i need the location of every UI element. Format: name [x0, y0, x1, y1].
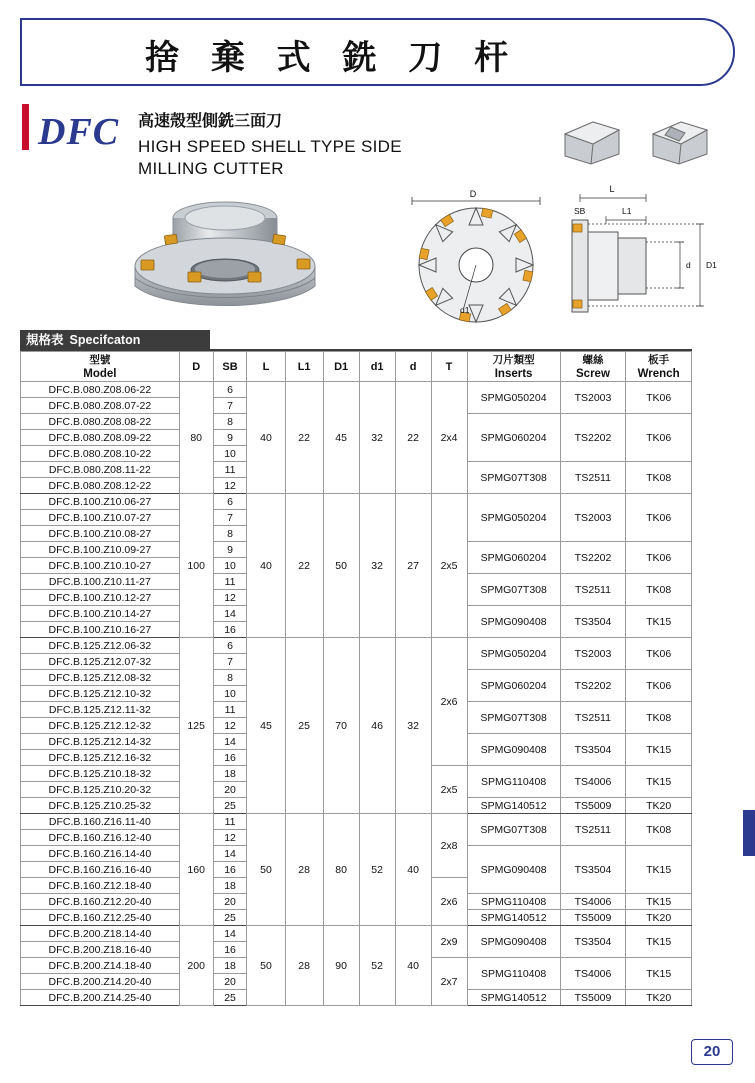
- cell-insert: SPMG07T308: [467, 814, 560, 846]
- cell-small-d: 32: [395, 638, 431, 814]
- cell-model: DFC.B.100.Z10.09-27: [21, 542, 180, 558]
- cell-model: DFC.B.200.Z18.14-40: [21, 926, 180, 942]
- cell-wrench: TK20: [626, 990, 692, 1006]
- cell-wrench: TK06: [626, 414, 692, 462]
- cell-model: DFC.B.160.Z12.25-40: [21, 910, 180, 926]
- cutter-photo: [105, 190, 355, 330]
- cell-teeth: 2x7: [431, 958, 467, 1006]
- cell-model: DFC.B.080.Z08.10-22: [21, 446, 180, 462]
- cell-l1: 22: [285, 382, 323, 494]
- product-subtitle-en-line1: HIGH SPEED SHELL TYPE SIDE: [138, 137, 402, 156]
- cell-diameter: 125: [179, 638, 213, 814]
- cell-sb: 16: [213, 862, 247, 878]
- cell-sb: 20: [213, 974, 247, 990]
- svg-text:L1: L1: [622, 206, 632, 216]
- cell-wrench: TK15: [626, 606, 692, 638]
- cell-model: DFC.B.125.Z12.06-32: [21, 638, 180, 654]
- table-row: [21, 382, 692, 398]
- cell-teeth: 2x9: [431, 926, 467, 958]
- cell-d1: 50: [323, 494, 359, 638]
- cell-model: DFC.B.100.Z10.11-27: [21, 574, 180, 590]
- cell-model: DFC.B.200.Z18.16-40: [21, 942, 180, 958]
- cell-d1: 45: [323, 382, 359, 494]
- cell-insert: SPMG110408: [467, 958, 560, 990]
- cell-wrench: TK06: [626, 382, 692, 414]
- cell-sb: 14: [213, 734, 247, 750]
- th-l1: L1: [285, 352, 323, 382]
- cell-wrench: TK08: [626, 702, 692, 734]
- cell-wrench: TK06: [626, 542, 692, 574]
- cell-sb: 9: [213, 430, 247, 446]
- th-wrench-cn: 板手: [648, 353, 670, 366]
- cell-sb: 7: [213, 510, 247, 526]
- cell-small-d1: 46: [359, 638, 395, 814]
- cell-d1: 70: [323, 638, 359, 814]
- cell-sb: 11: [213, 814, 247, 830]
- svg-text:D1: D1: [706, 260, 717, 270]
- cell-sb: 9: [213, 542, 247, 558]
- th-t: T: [431, 352, 467, 382]
- cell-wrench: TK08: [626, 574, 692, 606]
- cell-screw: TS5009: [560, 798, 626, 814]
- cell-model: DFC.B.200.Z14.25-40: [21, 990, 180, 1006]
- th-model-en: Model: [83, 367, 117, 380]
- cell-l: 40: [247, 494, 285, 638]
- cell-insert: SPMG060204: [467, 670, 560, 702]
- spec-table-body: [21, 382, 692, 1006]
- cell-insert: SPMG060204: [467, 542, 560, 574]
- cell-model: DFC.B.100.Z10.16-27: [21, 622, 180, 638]
- cell-wrench: TK15: [626, 734, 692, 766]
- cell-sb: 16: [213, 750, 247, 766]
- cell-model: DFC.B.125.Z10.18-32: [21, 766, 180, 782]
- cell-model: DFC.B.100.Z10.10-27: [21, 558, 180, 574]
- svg-text:L: L: [609, 184, 615, 194]
- cell-screw: TS3504: [560, 846, 626, 894]
- cell-insert: SPMG050204: [467, 638, 560, 670]
- cell-wrench: TK15: [626, 894, 692, 910]
- cell-teeth: 2x8: [431, 814, 467, 878]
- cell-sb: 20: [213, 782, 247, 798]
- side-view-diagram: [560, 180, 740, 345]
- cell-sb: 16: [213, 942, 247, 958]
- cell-sb: 12: [213, 478, 247, 494]
- cell-l1: 22: [285, 494, 323, 638]
- svg-text:D: D: [469, 189, 477, 199]
- cell-model: DFC.B.125.Z12.14-32: [21, 734, 180, 750]
- table-row: [21, 494, 692, 510]
- cell-sb: 14: [213, 926, 247, 942]
- th-d1: D1: [323, 352, 359, 382]
- cell-teeth: 2x4: [431, 382, 467, 494]
- cell-teeth: 2x6: [431, 638, 467, 766]
- cell-screw: TS2202: [560, 670, 626, 702]
- spec-table: [20, 351, 692, 1006]
- table-row: [21, 926, 692, 942]
- cell-screw: TS4006: [560, 766, 626, 798]
- product-subtitle-cn: 高速殼型側銑三面刀: [138, 111, 283, 130]
- cell-diameter: 200: [179, 926, 213, 1006]
- cell-insert: SPMG090408: [467, 734, 560, 766]
- svg-text:d1: d1: [460, 305, 470, 315]
- cell-teeth: 2x5: [431, 766, 467, 814]
- spec-table-title: [20, 330, 210, 349]
- cell-insert: SPMG090408: [467, 846, 560, 894]
- cell-model: DFC.B.100.Z10.07-27: [21, 510, 180, 526]
- product-subtitle-en: [138, 136, 402, 180]
- cell-sb: 18: [213, 958, 247, 974]
- cell-small-d1: 32: [359, 382, 395, 494]
- cell-model: DFC.B.160.Z12.20-40: [21, 894, 180, 910]
- cell-sb: 8: [213, 526, 247, 542]
- cell-l: 50: [247, 814, 285, 926]
- cell-diameter: 100: [179, 494, 213, 638]
- cell-screw: TS2003: [560, 382, 626, 414]
- table-header-row: [21, 352, 692, 382]
- cell-wrench: TK20: [626, 910, 692, 926]
- cell-sb: 10: [213, 558, 247, 574]
- cell-sb: 7: [213, 398, 247, 414]
- page-title: 捨 棄 式 銑 刀 杆: [145, 38, 519, 78]
- cell-sb: 11: [213, 462, 247, 478]
- cell-sb: 8: [213, 670, 247, 686]
- cell-sb: 6: [213, 382, 247, 398]
- cell-sb: 12: [213, 590, 247, 606]
- cell-small-d: 40: [395, 814, 431, 926]
- th-inserts: [467, 352, 560, 382]
- cell-model: DFC.B.125.Z12.12-32: [21, 718, 180, 734]
- cell-d1: 90: [323, 926, 359, 1006]
- cell-model: DFC.B.100.Z10.08-27: [21, 526, 180, 542]
- face-view-diagram: [390, 185, 565, 345]
- cell-model: DFC.B.160.Z16.14-40: [21, 846, 180, 862]
- cell-screw: TS2202: [560, 414, 626, 462]
- cell-insert: SPMG050204: [467, 494, 560, 542]
- cell-diameter: 80: [179, 382, 213, 494]
- cell-model: DFC.B.100.Z10.12-27: [21, 590, 180, 606]
- cell-model: DFC.B.125.Z12.08-32: [21, 670, 180, 686]
- brand-code: DFC: [38, 111, 120, 153]
- cell-model: DFC.B.200.Z14.18-40: [21, 958, 180, 974]
- spec-title-cn: 規格表: [26, 332, 64, 347]
- cell-model: DFC.B.080.Z08.08-22: [21, 414, 180, 430]
- cell-sb: 10: [213, 446, 247, 462]
- cell-sb: 25: [213, 798, 247, 814]
- cell-wrench: TK15: [626, 766, 692, 798]
- cell-sb: 14: [213, 606, 247, 622]
- cell-sb: 8: [213, 414, 247, 430]
- cell-wrench: TK20: [626, 798, 692, 814]
- cell-model: DFC.B.160.Z16.16-40: [21, 862, 180, 878]
- th-screw-en: Screw: [576, 367, 610, 380]
- cell-small-d1: 52: [359, 814, 395, 926]
- cell-screw: TS2511: [560, 462, 626, 494]
- cell-wrench: TK15: [626, 958, 692, 990]
- cell-screw: TS2003: [560, 494, 626, 542]
- th-screw: [560, 352, 626, 382]
- th-model: [21, 352, 180, 382]
- cell-screw: TS4006: [560, 894, 626, 910]
- cell-sb: 10: [213, 686, 247, 702]
- cell-l: 50: [247, 926, 285, 1006]
- cell-sb: 6: [213, 494, 247, 510]
- cell-model: DFC.B.125.Z12.11-32: [21, 702, 180, 718]
- cell-teeth: 2x5: [431, 494, 467, 638]
- cell-screw: TS5009: [560, 990, 626, 1006]
- th-model-cn: 型號: [89, 353, 111, 366]
- cell-model: DFC.B.160.Z16.12-40: [21, 830, 180, 846]
- cell-diameter: 160: [179, 814, 213, 926]
- svg-text:d: d: [686, 260, 691, 270]
- cell-model: DFC.B.200.Z14.20-40: [21, 974, 180, 990]
- cell-l: 45: [247, 638, 285, 814]
- th-inserts-en: Inserts: [494, 367, 533, 380]
- cell-d1: 80: [323, 814, 359, 926]
- cell-l: 40: [247, 382, 285, 494]
- cell-model: DFC.B.125.Z10.25-32: [21, 798, 180, 814]
- cell-sb: 20: [213, 894, 247, 910]
- cell-model: DFC.B.100.Z10.06-27: [21, 494, 180, 510]
- cell-sb: 11: [213, 574, 247, 590]
- cell-model: DFC.B.125.Z10.20-32: [21, 782, 180, 798]
- cell-model: DFC.B.125.Z12.10-32: [21, 686, 180, 702]
- cell-sb: 25: [213, 910, 247, 926]
- cell-model: DFC.B.080.Z08.06-22: [21, 382, 180, 398]
- cell-screw: TS3504: [560, 734, 626, 766]
- cell-small-d1: 52: [359, 926, 395, 1006]
- th-small-d1: d1: [359, 352, 395, 382]
- th-l: L: [247, 352, 285, 382]
- cell-sb: 11: [213, 702, 247, 718]
- cell-teeth: 2x6: [431, 878, 467, 926]
- cell-insert: SPMG090408: [467, 606, 560, 638]
- cell-insert: SPMG060204: [467, 414, 560, 462]
- cell-l1: 28: [285, 814, 323, 926]
- cell-small-d1: 32: [359, 494, 395, 638]
- cell-wrench: TK15: [626, 846, 692, 894]
- cell-model: DFC.B.080.Z08.09-22: [21, 430, 180, 446]
- insert-chip-icons: [553, 110, 738, 172]
- cell-model: DFC.B.125.Z12.07-32: [21, 654, 180, 670]
- cell-screw: TS4006: [560, 958, 626, 990]
- product-subtitle-en-line2: MILLING CUTTER: [138, 159, 284, 178]
- cell-model: DFC.B.160.Z16.11-40: [21, 814, 180, 830]
- cell-model: DFC.B.080.Z08.12-22: [21, 478, 180, 494]
- brand-accent-bar: [22, 104, 29, 150]
- cell-insert: SPMG140512: [467, 910, 560, 926]
- svg-text:SB: SB: [574, 206, 586, 216]
- cell-sb: 18: [213, 878, 247, 894]
- cell-screw: TS2511: [560, 574, 626, 606]
- th-wrench-en: Wrench: [637, 367, 680, 380]
- cell-sb: 12: [213, 830, 247, 846]
- cell-insert: SPMG110408: [467, 894, 560, 910]
- cell-insert: SPMG140512: [467, 990, 560, 1006]
- table-row: [21, 814, 692, 830]
- th-inserts-cn: 刀片類型: [492, 353, 535, 366]
- cell-sb: 6: [213, 638, 247, 654]
- cell-screw: TS3504: [560, 926, 626, 958]
- cell-wrench: TK06: [626, 494, 692, 542]
- cell-insert: SPMG110408: [467, 766, 560, 798]
- cell-screw: TS2511: [560, 702, 626, 734]
- cell-l1: 25: [285, 638, 323, 814]
- cell-model: DFC.B.160.Z12.18-40: [21, 878, 180, 894]
- cell-insert: SPMG07T308: [467, 702, 560, 734]
- cell-insert: SPMG07T308: [467, 462, 560, 494]
- cell-model: DFC.B.080.Z08.07-22: [21, 398, 180, 414]
- cell-screw: TS3504: [560, 606, 626, 638]
- cell-sb: 12: [213, 718, 247, 734]
- cell-screw: TS2003: [560, 638, 626, 670]
- cell-insert: SPMG07T308: [467, 574, 560, 606]
- cell-model: DFC.B.125.Z12.16-32: [21, 750, 180, 766]
- cell-screw: TS5009: [560, 910, 626, 926]
- cell-small-d: 27: [395, 494, 431, 638]
- cell-sb: 25: [213, 990, 247, 1006]
- cell-sb: 18: [213, 766, 247, 782]
- section-side-tab: [743, 810, 755, 856]
- cell-model: DFC.B.080.Z08.11-22: [21, 462, 180, 478]
- th-wrench: [626, 352, 692, 382]
- cell-wrench: TK15: [626, 926, 692, 958]
- spec-table-head: [21, 352, 692, 382]
- cell-sb: 16: [213, 622, 247, 638]
- th-screw-cn: 螺絲: [582, 353, 604, 366]
- cell-insert: SPMG090408: [467, 926, 560, 958]
- cell-insert: SPMG140512: [467, 798, 560, 814]
- cell-screw: TS2202: [560, 542, 626, 574]
- table-row: [21, 638, 692, 654]
- cell-insert: SPMG050204: [467, 382, 560, 414]
- page-number: 20: [691, 1039, 733, 1065]
- cell-sb: 14: [213, 846, 247, 862]
- cell-small-d: 40: [395, 926, 431, 1006]
- cell-model: DFC.B.100.Z10.14-27: [21, 606, 180, 622]
- cell-sb: 7: [213, 654, 247, 670]
- cell-small-d: 22: [395, 382, 431, 494]
- th-small-d: d: [395, 352, 431, 382]
- cell-screw: TS2511: [560, 814, 626, 846]
- cell-wrench: TK08: [626, 462, 692, 494]
- spec-title-en: Specifcaton: [69, 333, 141, 347]
- th-sb: SB: [213, 352, 247, 382]
- cell-wrench: TK06: [626, 670, 692, 702]
- cell-wrench: TK06: [626, 638, 692, 670]
- cell-l1: 28: [285, 926, 323, 1006]
- th-d: D: [179, 352, 213, 382]
- cell-wrench: TK08: [626, 814, 692, 846]
